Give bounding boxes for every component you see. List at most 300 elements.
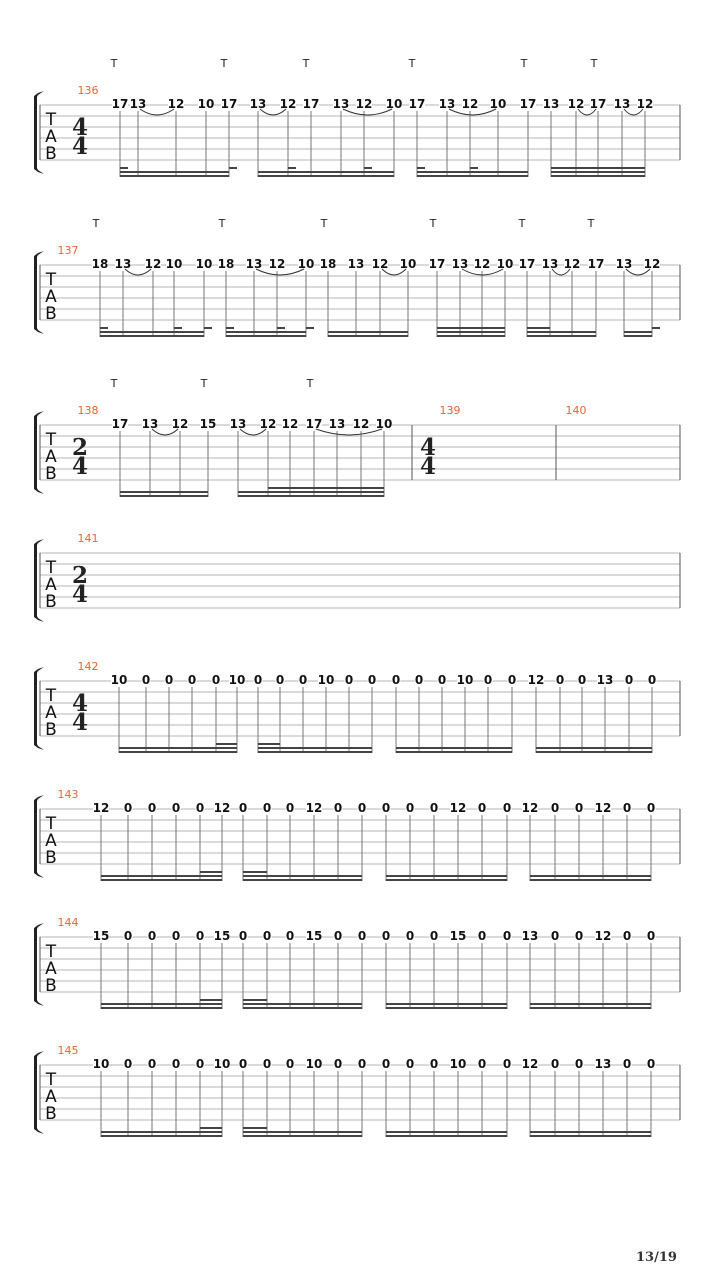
fret-number: 12 [643,257,661,271]
fret-number: 0 [211,673,221,687]
beam [396,751,512,753]
beam [200,999,222,1001]
beam [530,1135,651,1137]
beam [306,327,314,329]
beam [100,331,204,333]
beam [120,491,208,493]
fret-number: 0 [405,801,415,815]
beam [216,743,237,745]
beam [386,1131,507,1133]
beam [268,487,384,489]
beam [101,879,222,881]
tab-clef-letter: A [45,447,57,467]
tap-marker: T [408,57,416,70]
fret-number: 0 [502,801,512,815]
tab-clef-letter: T [45,430,57,450]
tab-clef-letter: A [45,703,57,723]
system-bracket [34,795,44,878]
fret-number: 12 [473,257,491,271]
beam [288,167,296,169]
beam [470,167,478,169]
fret-number: 13 [114,257,132,271]
fret-number: 0 [647,673,657,687]
fret-number: 10 [399,257,417,271]
measure-number: 145 [57,1044,79,1057]
fret-number: 0 [123,929,133,943]
tab-clef-letter: B [45,1104,57,1124]
time-signature-top: 2 [71,434,89,461]
beam [100,327,108,329]
beam [226,327,234,329]
beam [364,167,372,169]
fret-number: 12 [636,97,654,111]
fret-number: 12 [213,801,231,815]
beam [386,879,507,881]
beam [200,871,222,873]
system-bracket [34,251,44,334]
fret-number: 0 [483,673,493,687]
beam [243,1131,362,1133]
page-number: 13/19 [636,1250,677,1265]
fret-number: 0 [646,929,656,943]
fret-number: 10 [489,97,507,111]
fret-number: 13 [332,97,350,111]
beam [437,335,505,337]
fret-number: 0 [164,673,174,687]
beam [551,167,598,169]
fret-number: 0 [477,929,487,943]
fret-number: 0 [238,929,248,943]
beam [258,171,394,173]
fret-number: 18 [217,257,235,271]
fret-number: 12 [521,801,539,815]
beam [120,495,208,497]
beam [101,1135,222,1137]
tap-marker: T [587,217,595,230]
fret-number: 10 [197,97,215,111]
tap-marker: T [590,57,598,70]
fret-number: 12 [305,801,323,815]
fret-number: 12 [268,257,286,271]
fret-number: 0 [195,929,205,943]
fret-number: 17 [220,97,238,111]
fret-number: 12 [527,673,545,687]
tap-marker: T [110,57,118,70]
time-signature-bottom: 4 [71,133,89,160]
fret-number: 0 [275,673,285,687]
fret-number: 13 [129,97,147,111]
fret-number: 0 [147,801,157,815]
fret-number: 13 [141,417,159,431]
beam [243,1127,267,1129]
beam [101,1131,222,1133]
fret-number: 10 [456,673,474,687]
fret-number: 0 [507,673,517,687]
beam [226,335,306,337]
fret-number: 15 [213,929,231,943]
fret-number: 0 [622,801,632,815]
tab-clef-letter: A [45,127,57,147]
fret-number: 0 [646,801,656,815]
fret-number: 10 [297,257,315,271]
fret-number: 0 [171,929,181,943]
beam [101,1007,222,1009]
fret-number: 0 [550,929,560,943]
fret-number: 0 [262,801,272,815]
fret-number: 12 [449,801,467,815]
fret-number: 0 [381,801,391,815]
fret-number: 0 [405,929,415,943]
beam [386,1003,507,1005]
fret-number: 0 [477,801,487,815]
fret-number: 17 [408,97,426,111]
fret-number: 0 [429,801,439,815]
fret-number: 13 [245,257,263,271]
tab-clef-letter: T [45,814,57,834]
tab-clef-letter: T [45,110,57,130]
fret-number: 0 [333,801,343,815]
fret-number: 0 [195,801,205,815]
tab-clef-letter: A [45,1087,57,1107]
fret-number: 10 [449,1057,467,1071]
fret-number: 0 [574,1057,584,1071]
beam [551,171,645,173]
time-signature-bottom: 4 [71,709,89,736]
fret-number: 13 [613,97,631,111]
fret-number: 10 [228,673,246,687]
tab-clef-letter: T [45,942,57,962]
fret-number: 12 [92,801,110,815]
fret-number: 12 [281,417,299,431]
beam [624,331,652,333]
fret-number: 12 [355,97,373,111]
measure-number: 141 [77,532,99,545]
fret-number: 17 [111,417,129,431]
fret-number: 0 [414,673,424,687]
system-bracket [34,667,44,750]
system-bracket [34,539,44,622]
tab-clef-letter: B [45,848,57,868]
beam [530,1003,651,1005]
tap-marker: T [218,217,226,230]
beam [119,747,237,749]
beam [120,175,229,177]
fret-number: 0 [429,929,439,943]
beam [624,335,652,337]
beam [243,879,362,881]
fret-number: 12 [461,97,479,111]
fret-number: 17 [589,97,607,111]
beam [536,747,652,749]
beam [328,331,408,333]
beam [243,999,267,1001]
fret-number: 0 [147,1057,157,1071]
beam [277,327,285,329]
beam [527,331,596,333]
fret-number: 10 [92,1057,110,1071]
beam [101,1003,222,1005]
fret-number: 10 [213,1057,231,1071]
fret-number: 13 [542,97,560,111]
time-signature-top: 2 [71,562,89,589]
fret-number: 0 [187,673,197,687]
fret-number: 12 [594,929,612,943]
beam [386,875,507,877]
fret-number: 13 [596,673,614,687]
fret-number: 13 [438,97,456,111]
fret-number: 0 [622,1057,632,1071]
fret-number: 10 [496,257,514,271]
fret-number: 0 [147,929,157,943]
measure-number: 143 [57,788,79,801]
fret-number: 0 [333,1057,343,1071]
measure-number: 142 [77,660,99,673]
beam [386,1007,507,1009]
fret-number: 13 [347,257,365,271]
fret-number: 13 [328,417,346,431]
fret-number: 0 [391,673,401,687]
tap-marker: T [92,217,100,230]
tap-marker: T [220,57,228,70]
beam [417,167,425,169]
fret-number: 13 [229,417,247,431]
beam [530,879,651,881]
beam [120,171,229,173]
fret-number: 12 [167,97,185,111]
fret-number: 12 [171,417,189,431]
tab-clef-letter: T [45,686,57,706]
beam [258,751,372,753]
fret-number: 0 [238,1057,248,1071]
fret-number: 12 [563,257,581,271]
fret-number: 0 [298,673,308,687]
system-bracket [34,923,44,1006]
fret-number: 15 [449,929,467,943]
measure-number: 136 [77,84,99,97]
fret-number: 12 [567,97,585,111]
fret-number: 15 [305,929,323,943]
tap-marker: T [306,377,314,390]
tap-marker: T [429,217,437,230]
beam [386,1135,507,1137]
beam [243,1003,362,1005]
fret-number: 12 [144,257,162,271]
fret-number: 12 [279,97,297,111]
tab-clef-letter: B [45,304,57,324]
beam [530,1007,651,1009]
tap-marker: T [110,377,118,390]
time-signature-top: 4 [71,690,89,717]
fret-number: 0 [381,929,391,943]
fret-number: 0 [624,673,634,687]
beam [258,747,372,749]
system-bracket [34,411,44,494]
beam [417,171,528,173]
fret-number: 12 [352,417,370,431]
fret-number: 17 [111,97,129,111]
beam [437,327,505,329]
fret-number: 0 [550,801,560,815]
fret-number: 17 [302,97,320,111]
tap-marker: T [302,57,310,70]
measure-number: 144 [57,916,79,929]
fret-number: 0 [262,929,272,943]
fret-number: 0 [502,929,512,943]
beam [652,327,660,329]
beam [119,751,237,753]
beam [226,331,306,333]
tab-clef-letter: T [45,1070,57,1090]
time-signature-bottom: 4 [419,453,437,480]
fret-number: 15 [92,929,110,943]
fret-number: 0 [285,801,295,815]
fret-number: 10 [110,673,128,687]
fret-number: 10 [195,257,213,271]
fret-number: 13 [615,257,633,271]
beam [100,335,204,337]
tab-clef-letter: B [45,464,57,484]
fret-number: 0 [253,673,263,687]
time-signature-bottom: 4 [71,453,89,480]
fret-number: 17 [428,257,446,271]
fret-number: 0 [262,1057,272,1071]
system-bracket [34,91,44,174]
fret-number: 0 [238,801,248,815]
fret-number: 13 [594,1057,612,1071]
tab-clef-letter: B [45,592,57,612]
fret-number: 0 [171,801,181,815]
fret-number: 0 [646,1057,656,1071]
beam [258,743,280,745]
fret-number: 17 [587,257,605,271]
beam [204,327,212,329]
beam [328,335,408,337]
tab-clef-letter: T [45,558,57,578]
beam [530,875,651,877]
fret-number: 13 [521,929,539,943]
fret-number: 0 [357,801,367,815]
fret-number: 0 [381,1057,391,1071]
tab-clef-letter: T [45,270,57,290]
fret-number: 0 [357,1057,367,1071]
fret-number: 10 [385,97,403,111]
beam [101,875,222,877]
fret-number: 0 [195,1057,205,1071]
tab-clef-letter: B [45,720,57,740]
time-signature-top: 4 [71,114,89,141]
fret-number: 0 [437,673,447,687]
fret-number: 12 [371,257,389,271]
tap-marker: T [320,217,328,230]
beam [530,1131,651,1133]
time-signature-top: 4 [419,434,437,461]
fret-number: 10 [165,257,183,271]
beam [417,175,528,177]
beam [238,495,384,497]
beam [243,1007,362,1009]
fret-number: 13 [451,257,469,271]
tab-clef-letter: A [45,831,57,851]
tab-clef-letter: B [45,144,57,164]
fret-number: 10 [375,417,393,431]
fret-number: 0 [429,1057,439,1071]
fret-number: 10 [305,1057,323,1071]
fret-number: 0 [141,673,151,687]
fret-number: 0 [285,1057,295,1071]
fret-number: 12 [521,1057,539,1071]
beam [243,875,362,877]
fret-number: 0 [550,1057,560,1071]
fret-number: 0 [622,929,632,943]
tap-marker: T [200,377,208,390]
fret-number: 17 [518,257,536,271]
fret-number: 0 [367,673,377,687]
beam [551,175,645,177]
fret-number: 0 [344,673,354,687]
tab-clef-letter: A [45,287,57,307]
beam [527,327,550,329]
beam [229,167,237,169]
beam [120,167,128,169]
tap-marker: T [518,217,526,230]
fret-number: 0 [574,929,584,943]
beam [243,871,267,873]
beam [258,175,394,177]
beam [200,1127,222,1129]
fret-number: 10 [317,673,335,687]
fret-number: 0 [123,801,133,815]
fret-number: 0 [502,1057,512,1071]
slur [316,429,382,435]
beam [437,331,505,333]
time-signature-bottom: 4 [71,581,89,608]
measure-number: 137 [57,244,79,257]
tap-marker: T [520,57,528,70]
beam [536,751,652,753]
beam [396,747,512,749]
beam [243,1135,362,1137]
measure-number: 138 [77,404,99,417]
fret-number: 0 [123,1057,133,1071]
fret-number: 15 [199,417,217,431]
fret-number: 18 [319,257,337,271]
measure-number: 140 [565,404,587,417]
fret-number: 13 [249,97,267,111]
fret-number: 0 [357,929,367,943]
fret-number: 17 [305,417,323,431]
fret-number: 0 [577,673,587,687]
fret-number: 0 [285,929,295,943]
beam [174,327,182,329]
tab-clef-letter: B [45,976,57,996]
measure-number: 139 [439,404,461,417]
fret-number: 12 [259,417,277,431]
fret-number: 13 [541,257,559,271]
fret-number: 0 [477,1057,487,1071]
fret-number: 17 [519,97,537,111]
fret-number: 0 [333,929,343,943]
tab-clef-letter: A [45,959,57,979]
fret-number: 18 [91,257,109,271]
fret-number: 12 [594,801,612,815]
fret-number: 0 [405,1057,415,1071]
beam [238,491,384,493]
fret-number: 0 [574,801,584,815]
fret-number: 0 [171,1057,181,1071]
system-bracket [34,1051,44,1134]
fret-number: 0 [555,673,565,687]
beam [527,335,596,337]
